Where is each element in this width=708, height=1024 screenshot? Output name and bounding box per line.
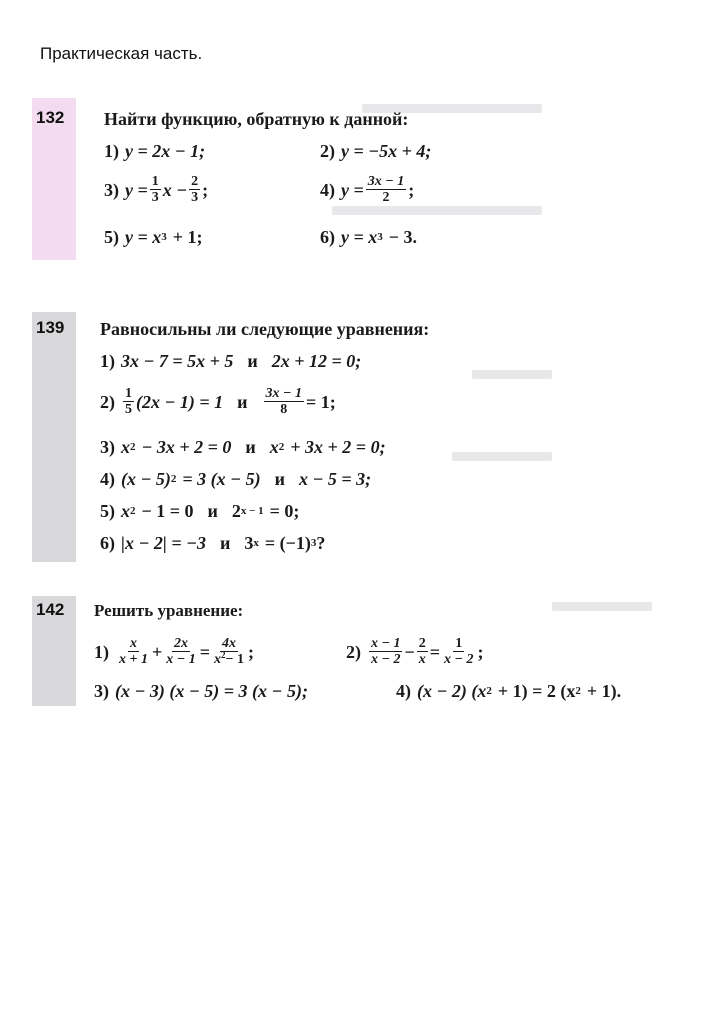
conjunction: и (245, 437, 256, 457)
fraction (264, 386, 304, 417)
item-3 (94, 680, 308, 702)
equation-a-rest: − 3x + 2 = 0 (141, 437, 232, 457)
equation-b-rest: = 0; (269, 501, 300, 521)
item-label: 2) (100, 391, 115, 412)
equation-a-rest: − 1 = 0 (141, 501, 194, 521)
equation: y = −5x + 4; (341, 141, 432, 161)
conjunction: и (274, 469, 285, 489)
denominator: x − 2 (371, 652, 401, 667)
fraction (369, 636, 402, 667)
fraction (442, 636, 475, 667)
numerator: 3x − 1 (367, 174, 405, 189)
punctuation: ; (202, 179, 209, 200)
punctuation: ; (477, 641, 484, 662)
item-1 (104, 140, 205, 162)
item-4 (320, 174, 414, 205)
equation-a: x (121, 501, 130, 521)
fraction (417, 636, 428, 667)
punctuation: ; (247, 641, 254, 662)
item-label: 5) (100, 501, 115, 521)
equation-b: = 1; (306, 391, 336, 412)
problem-number: 142 (36, 600, 65, 619)
equation-b: 3 (244, 533, 254, 553)
denominator: x (418, 652, 426, 667)
equation: y = 2x − 1; (125, 141, 206, 161)
equation-a: 3x − 7 = 5x + 5 (121, 351, 234, 371)
item-5: 5) x 2 − 1 = 0 и 2 x − 1 = 0; (100, 501, 300, 521)
item-label: 3) (100, 437, 115, 457)
item-label: 4) (100, 469, 115, 489)
problem-142 (32, 596, 682, 706)
equation-part-b: + 1) = 2 (x (497, 681, 576, 701)
item-2 (346, 636, 484, 667)
fraction (366, 174, 406, 205)
denominator-rest: − 1 (225, 652, 244, 667)
equation-rest: − 3. (388, 227, 418, 247)
numerator: 2 (418, 636, 426, 651)
equation-a: x (121, 437, 130, 457)
equation-part-a: (x − 2) (x (417, 681, 487, 701)
equation-b: 2x + 12 = 0; (271, 351, 362, 371)
item-label: 6) (100, 533, 115, 553)
denominator: 3 (191, 190, 199, 205)
item-label: 1) (100, 351, 115, 371)
numerator: 3x − 1 (265, 386, 303, 401)
equation-b: x (269, 437, 279, 457)
denominator: x + 1 (119, 652, 148, 667)
faded-background-text (332, 206, 542, 215)
faded-background-text (452, 452, 552, 461)
faded-background-text (552, 602, 652, 611)
denominator: 3 (151, 190, 159, 205)
numerator: 4x (221, 636, 236, 651)
fraction (150, 174, 161, 205)
fraction (117, 636, 150, 667)
fraction (189, 174, 200, 205)
denominator-base: x (214, 652, 221, 667)
item-label: 4) (396, 681, 411, 701)
problem-heading: Равносильны ли следующие уравнения: (100, 319, 430, 339)
equation-a: |x − 2| = −3 (121, 533, 206, 553)
equation-a: (x − 5) (121, 469, 171, 489)
item-6: 6) |x − 2| = −3 и 3 x = (−1) 3 ? (100, 533, 326, 553)
numerator: 2 (191, 174, 199, 189)
item-label: 3) (94, 681, 109, 701)
numerator: 1 (125, 386, 132, 401)
denominator: x − 1 (166, 652, 196, 667)
equation-a: (2x − 1) = 1 (136, 391, 224, 412)
item-1 (94, 636, 254, 667)
question-mark: ? (316, 533, 326, 553)
equation-rest: + 1; (172, 227, 203, 247)
denominator: 2 (382, 190, 390, 205)
conjunction: и (237, 391, 248, 412)
problem-139 (32, 312, 562, 562)
fraction (123, 386, 134, 417)
item-2 (320, 140, 431, 162)
problem-139-strip (32, 312, 76, 562)
fraction (212, 636, 246, 667)
equation-part-c: + 1). (586, 681, 622, 701)
item-label: 1) (104, 141, 119, 161)
fraction (164, 636, 197, 667)
minus-sign: − (404, 641, 415, 662)
numerator: x (129, 636, 137, 651)
item-label: 6) (320, 227, 335, 247)
punctuation: ; (408, 179, 415, 200)
equation-b: 2 (231, 501, 241, 521)
item-5: 5) y = x 3 + 1; (104, 227, 203, 247)
denominator: 5 (125, 402, 132, 417)
equation-lhs: y = x (341, 227, 378, 247)
denominator: 8 (280, 402, 288, 417)
exponent: 2 (221, 650, 226, 660)
equation-b: x − 5 = 3; (298, 469, 372, 489)
conjunction: и (207, 501, 218, 521)
problem-heading: Найти функцию, обратную к данной: (104, 109, 409, 129)
equals-sign: = (429, 641, 441, 662)
denominator (212, 652, 246, 667)
item-3 (104, 174, 208, 205)
equation-lhs: y = x (125, 227, 162, 247)
equation-a-rest: = 3 (x − 5) (182, 469, 261, 489)
equation-lhs: y = (125, 179, 148, 200)
equation-mid: x − (162, 179, 188, 200)
page-title: Практическая часть. (40, 44, 203, 63)
item-label: 2) (320, 141, 335, 161)
item-label: 1) (94, 641, 109, 662)
item-3: 3) x 2 − 3x + 2 = 0 и x 2 + 3x + 2 = 0; (100, 437, 386, 457)
item-4: 4) (x − 5) 2 = 3 (x − 5) и x − 5 = 3; (100, 469, 372, 489)
item-label: 5) (104, 227, 119, 247)
problem-heading: Решить уравнение: (94, 601, 244, 620)
item-4: 4) (x − 2) (x 2 + 1) = 2 (x 2 + 1). (396, 681, 622, 701)
equals-sign: = (199, 641, 210, 662)
numerator: x − 1 (371, 636, 401, 651)
denominator: x − 2 (444, 652, 474, 667)
plus-sign: + (151, 641, 163, 662)
problem-132 (32, 98, 552, 260)
equation-lhs: y = (341, 179, 364, 200)
item-label: 2) (346, 641, 361, 662)
numerator: 1 (151, 174, 159, 189)
item-2 (100, 386, 336, 417)
item-1 (100, 350, 361, 372)
numerator: 1 (455, 636, 463, 651)
equation: (x − 3) (x − 5) = 3 (x − 5); (115, 681, 308, 701)
conjunction: и (220, 533, 231, 553)
equation-b-rest: = (−1) (264, 533, 311, 553)
item-label: 3) (104, 179, 119, 200)
equation-b-rest: + 3x + 2 = 0; (290, 437, 386, 457)
problem-number: 139 (36, 318, 65, 337)
faded-background-text (472, 370, 552, 379)
numerator: 2x (173, 636, 188, 651)
item-6: 6) y = x 3 − 3. (320, 227, 418, 247)
problem-number: 132 (36, 108, 65, 127)
item-label: 4) (320, 179, 335, 200)
conjunction: и (247, 351, 258, 371)
